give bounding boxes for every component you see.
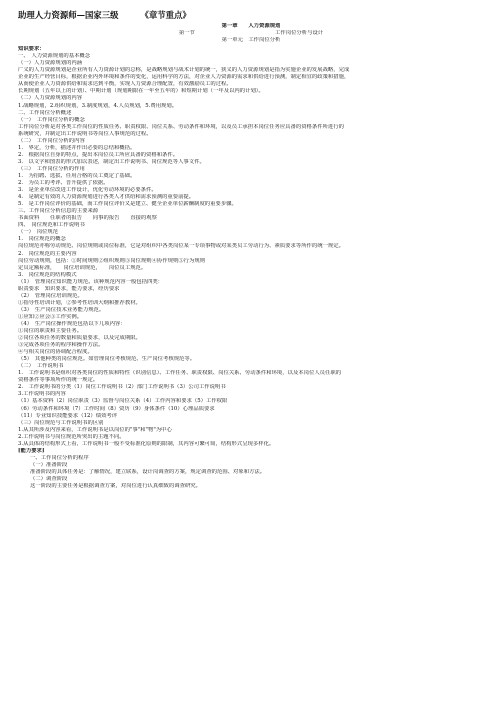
text-line: 资格条件等事项所作的统一规定。 [18,377,99,384]
text-line: （一）人力资源规划的内涵 [18,60,83,67]
section-heading: 第一节 工作岗位分析与设计 [178,30,324,37]
text-line: 岗位劳动规则，包括：①时间规则②组织规则③岗位规则④协作规则⑤行为规则 [18,257,206,264]
text-line: 准备阶段的具体任务是：了解情况，建立联系，设计岗调查的方案，规定调查的范围、对象和方法。 [30,468,266,475]
text-line: （三）岗位规范与工作说明书的区别 [18,419,104,426]
text-line: 这一阶段的主要任务是根据调查方案，对岗位进行认真细致的调查研究。 [30,483,201,490]
text-line: 2.工作说明书与岗位规范所突出的主题不同。 [18,433,125,440]
text-line: （一） 岗位规范 [18,229,59,236]
text-line: （6）劳动条件和环境（7）工作时间（8）资历（9）身体条件（10）心理品质要求 [18,405,215,412]
text-line: 岗位规范亦称劳动规范、岗位规则或岗位标准，它是对组织中各类岗位某一专项事物或对某类员工劳动行为、素质要求等所作的统一规定。 [18,243,344,250]
text-line: 三、工作岗位分析信息的主要来源 [18,208,99,215]
text-line: （一） 工作岗位分析的概念 [18,116,85,123]
text-line: ④与相关岗位的协调配合程度。 [18,349,93,356]
text-line: 1.从其所涉及内容来看，工作说明书是以岗位的"事"和"物"为中心 [18,426,172,433]
text-line: 一、工作岗位分析的程序 [30,454,89,461]
text-line: 职责要求 知识要求，能力要求，经历要求 [18,285,120,292]
text-line: 3.从具体的结构形式上看，工作说明书一般不受标准化原则的限制，其内容可繁可简，结构形式呈现多样化。 [18,440,275,447]
text-line: 3. 岗位规范的结构模式 [18,271,77,278]
text-line: （二） 工作岗位分析的内容 [18,137,85,144]
text-line: 广义的人力资源规划是企业所有人力资源计划的总称，是战略规划与战术计划的统一，狭义的人力资源规划是指为实施企业的发展战略，完成 [18,67,350,74]
text-line: 书面资料 任职者的报告 同事的报告 直接的观察 [18,215,157,222]
text-line: 定员定额标准， 岗位培训规范， 岗位员工规范。 [18,264,147,271]
text-line: ③完成各项任务的程序和操作方法。 [18,342,104,349]
text-line: 一、 人力资源规划的基本概念 [18,53,91,60]
text-line: 1. 界定，分析，描述并作出必要的总结和概括。 [18,144,136,151]
text-line: （2） 管理岗位培训规范。 [18,292,83,299]
text-line: 1. 工作说明书是组织对各类岗位的性质和特性（识别信息）、工作任务、职责权限、岗位关系、劳动条件和环境，以及本岗位人员任职的 [18,370,342,377]
text-line: 2. 为员工的考评、晋升提供了依据。 [18,180,109,187]
title-tag: 《章节重点》 [140,10,191,20]
text-line: （1） 管理岗位知识能力规范。该种规范内容一般包括四类： [18,278,164,285]
text-line: （二）调查阶段 [30,476,68,482]
text-line: 2. 岗位规范的主要内容 [18,250,77,257]
document-title [18,10,484,21]
text-line: 3.工作说明书的内容 [18,391,66,398]
text-line: ①指导性培训计划，②参考性培训大纲和推荐教材。 [18,299,141,306]
text-line: 1. 为招聘、选拔、任用合格的员工奠定了基础。 [18,172,136,179]
text-line: （二）人力资源规划的内容 [18,95,83,102]
ability-body [18,455,484,490]
text-line: 四、 岗位规范和工作说明书 [18,222,85,229]
text-line: 2. 根据岗位自身的特点，提出本岗位员工所应具备的资格和条件。 [18,151,179,158]
text-line: （1）基本资料（2）岗位职责（3）监督与岗位关系（4）工作内容和要求（5）工作权限 [18,398,228,405]
text-line: 长期规划（五年以上的计划）、中期计划（规划期限在一年至五年的）和短期计划（一年及以内的计划）。 [18,88,264,95]
text-line: （一）准备阶段 [30,461,68,468]
text-line: 3. 以文字和图表的形式加以表述，制定出工作说明书、岗位规范等人事文件。 [18,158,205,165]
ability-label: [能力要求] [18,447,45,454]
chapter-heading: 第一章 人力资源规划 [221,23,281,29]
title-text: 助理人力资源师—国家三级 [18,10,119,20]
text-line: 4. 是制定有效的人力资源规划进行各类人才供给和需求预测的重要前提。 [18,194,195,201]
text-line: ①岗位的职责和主要任务。 [18,328,83,335]
text-line: 1.战略规划，2.组织规划，3.制度规划，4.人员规划，5.费用规划。 [18,102,178,109]
text-line: 企业的生产经营目标，根据企业内外环境和条件的变化，运用科学的方法，对企业人力资源的需求和供给进行预测，制定相宜的政策和措施， [18,74,350,81]
text-line: 5. 是工作岗位评价的基础，而工作岗位评价又是建立、健全企业单位薪酬制度的重要步骤。 [18,201,237,208]
text-line: 从而使企业人力资源供给和需求达到平衡，实现人力资源合理配置，有效激励员工的过程。 [18,81,232,88]
text-line: （三） 工作岗位分析的作用 [18,165,85,172]
text-line: 2. 工作说明书的分类（1）岗位工作说明书（2）部门工作说明书（3）公司工作说明书 [18,384,226,391]
text-line: 1. 岗位规范的概念 [18,236,66,243]
knowledge-body [18,53,484,448]
text-line: （4） 生产岗位操作规范包括以下几项内容： [18,320,126,327]
document-page [18,10,484,490]
text-line: 二、工作岗位分析概述 [18,109,72,116]
text-line: ②岗位各项任务的数量和质量要求，以及完成期限。 [18,335,141,342]
text-line: 系统研究，并制定出工作说明书等岗位人事规范的过程。 [18,130,152,137]
text-line: （3） 生产岗位技术业务能力规范。 [18,306,105,313]
text-line: ①应知②应会③工作实例。 [18,313,83,320]
knowledge-label: 知识要求： [18,46,45,53]
text-line: 3. 是企业单位改进工作设计，优化劳动环境的必要条件。 [18,187,157,194]
text-line: 工作岗位分析是对各类工作岗位的性质任务、职责权限、岗位关系、劳动条件和环境，以及员工承担本岗位任务应具备的资格条件所进行的 [18,123,344,130]
unit-heading: 第一单元 工作岗位分析 [221,37,281,44]
text-line: （11）专业知识技能要求（12）绩效考评 [18,412,118,419]
text-line: （二） 工作说明书 [18,363,64,370]
text-line: （5） 其他种类的岗位规范。如管理岗位考核规范、生产岗位考核规范等。 [18,356,196,363]
